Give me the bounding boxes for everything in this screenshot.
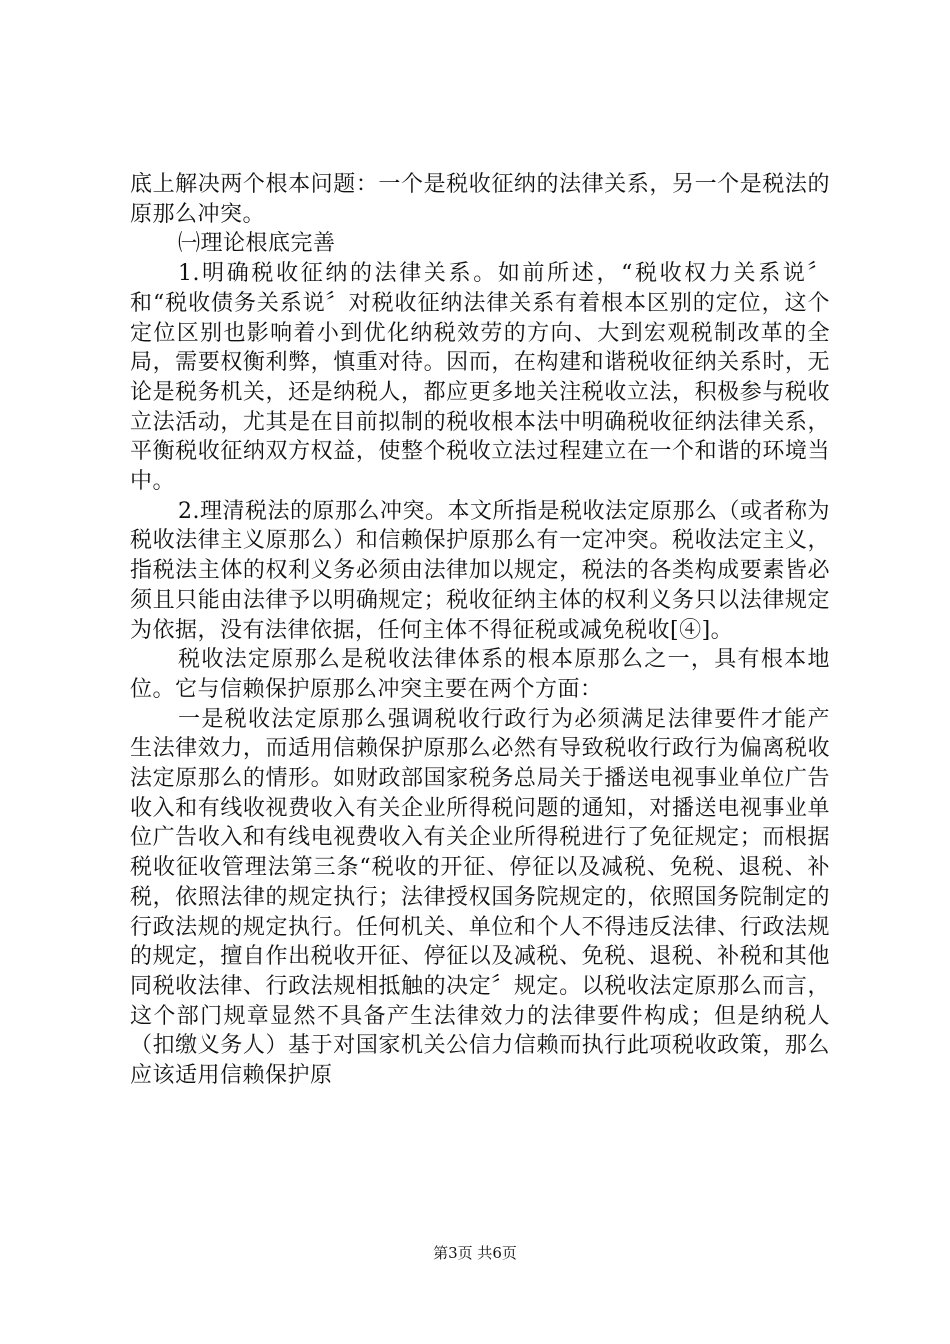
paragraph-continuation: 底上解决两个根本问题：一个是税收征纳的法律关系，另一个是税法的原那么冲突。 bbox=[130, 172, 830, 227]
paragraph-first-aspect: 一是税收法定原那么强调税收行政行为必须满足法律要件才能产生法律效力，而适用信赖保护原那么必然有导致税收行政行为偏离税收法定原那么的情形。如财政部国家税务总局关于播送电视事业单位广告收入和有线收视费收入有关企业所得税问题的通知，对播送电视事业单位广告收入和有线电视费收入有关企业所得税进行了免征规定；而根据税收征收管理法第三条“税收的开征、停征以及减税、免税、退税、补税，依照法律的规定执行；法律授权国务院规定的，依照国务院制定的行政法规的规定执行。任何机关、单位和个人不得违反法律、行政法规的规定，擅自作出税收开征、停征以及减税、免税、退税、补税和其他同税收法律、行政法规相抵触的决定〞规定。以税收法定原那么而言，这个部门规章显然不具备产生法律效力的法律要件构成；但是纳税人（扣缴义务人）基于对国家机关公信力信赖而执行此项税收政策，那么应该适用信赖保护原 bbox=[130, 706, 830, 1089]
paragraph-clarify-relationship: 1.明确税收征纳的法律关系。如前所述，“税收权力关系说〞和“税收债务关系说〞对税收征纳法律关系有着根本区别的定位，这个定位区别也影响着小到优化纳税效劳的方向、大到宏观税制改革的全局，需要权衡利弊，慎重对待。因而，在构建和谐税收征纳关系时，无论是税务机关，还是纳税人，都应更多地关注税收立法，积极参与税收立法活动，尤其是在目前拟制的税收根本法中明确税收征纳法律关系，平衡税收征纳双方权益，使整个税收立法过程建立在一个和谐的环境当中。 bbox=[130, 261, 830, 495]
document-body bbox=[130, 170, 830, 1091]
paragraph-principle-conflict: 2.理清税法的原那么冲突。本文所指是税收法定原那么（或者称为税收法律主义原那么）和信赖保护原那么有一定冲突。税收法定主义，指税法主体的权利义务必须由法律加以规定，税法的各类构成要素皆必须且只能由法律予以明确规定；税收征纳主体的权利义务只以法律规定为依据，没有法律依据，任何主体不得征税或减免税收[④]。 bbox=[130, 498, 830, 643]
section-heading: ㈠理论根底完善 bbox=[178, 231, 336, 257]
page-number-footer: 第3页 共6页 bbox=[433, 1244, 517, 1262]
paragraph-legal-principle: 税收法定原那么是税收法律体系的根本原那么之一，具有根本地位。它与信赖保护原那么冲突主要在两个方面： bbox=[130, 647, 830, 702]
